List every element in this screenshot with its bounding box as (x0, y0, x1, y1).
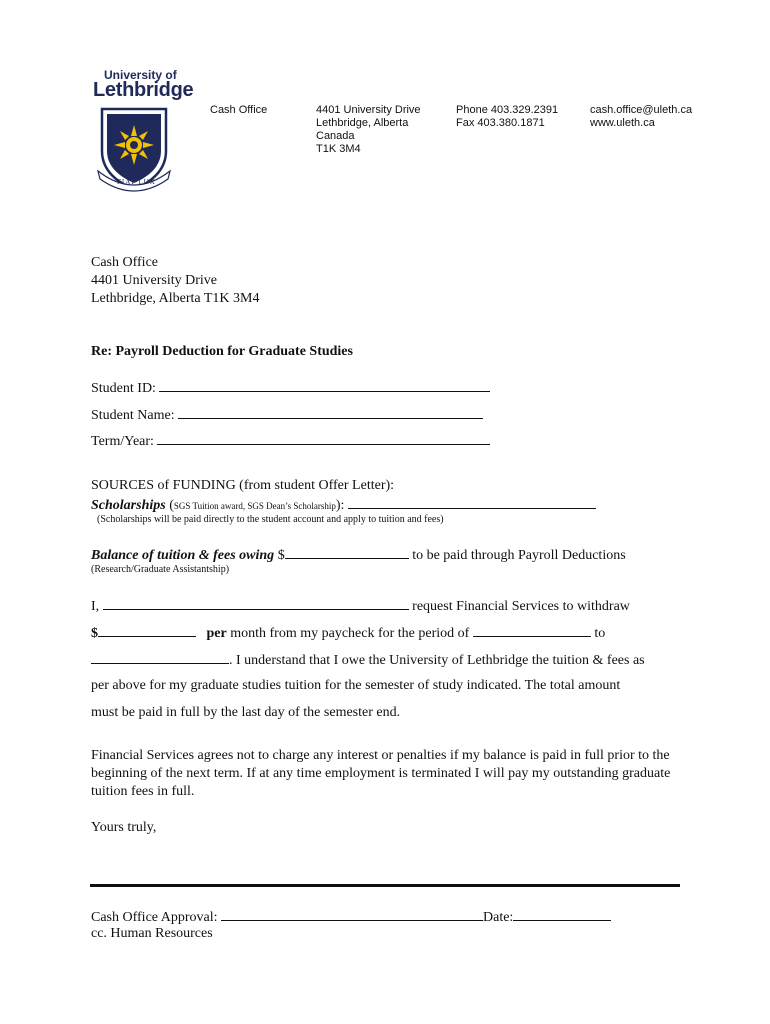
address-line: Canada (316, 130, 355, 142)
fax-number: Fax 403.380.1871 (456, 117, 545, 129)
scholarships-note: (Scholarships will be paid directly to the student account and apply to tuition and fees) (97, 514, 444, 525)
phone-number: Phone 403.329.2391 (456, 104, 559, 116)
scholarships-blank[interactable] (348, 496, 596, 509)
scholarships-row: Scholarships (SGS Tuition award, SGS Dean’s Scholarship): (91, 496, 596, 514)
balance-currency: $ (277, 548, 285, 563)
recipient-line: Lethbridge, Alberta T1K 3M4 (91, 291, 260, 306)
scholarships-label: Scholarships (91, 498, 166, 513)
address-line: Lethbridge, Alberta (316, 117, 409, 129)
recipient-address (91, 254, 260, 308)
student-id-label: Student ID: (91, 381, 156, 396)
student-name-blank[interactable] (178, 406, 483, 419)
recipient-line: 4401 University Drive (91, 273, 217, 288)
logo-text-lethbridge: Lethbridge (93, 79, 194, 101)
letterhead-address (316, 104, 421, 156)
student-id-row (91, 379, 490, 397)
financial-services-paragraph: Financial Services agrees not to charge any interest or penalties if my balance is paid in full prior to the beginning of the next term. If at any time employment is terminated I will pay my outstanding graduate tuition fees in full. (91, 748, 671, 799)
name-blank[interactable] (103, 597, 409, 610)
authorization-line-5: must be paid in full by the last day of the semester end. (91, 705, 401, 720)
cc-line: cc. Human Resources (91, 926, 213, 941)
balance-blank[interactable] (285, 546, 409, 559)
student-name-row (91, 406, 483, 424)
balance-label: Balance of tuition & fees owing (91, 548, 275, 563)
period-start-blank[interactable] (473, 624, 591, 637)
approval-row (91, 908, 611, 926)
approval-blank[interactable] (221, 908, 483, 921)
term-year-row (91, 432, 490, 450)
dollar-sign: $ (91, 626, 98, 641)
website-link[interactable]: www.uleth.ca (590, 117, 655, 129)
authorization-line-3 (91, 651, 645, 669)
letterhead-phone-fax (456, 104, 558, 130)
signature-line[interactable] (90, 884, 680, 887)
to-word: to (594, 626, 606, 641)
letterhead-office: Cash Office (210, 104, 268, 116)
period-end-blank[interactable] (91, 651, 229, 664)
amount-blank[interactable] (98, 624, 196, 637)
line3-text: . I understand that I owe the University of Lethbridge the tuition & fees as (229, 653, 645, 668)
address-line: T1K 3M4 (316, 143, 361, 155)
subject-line: Re: Payroll Deduction for Graduate Studies (91, 344, 353, 359)
authorization-line-1 (91, 597, 630, 615)
address-line: 4401 University Drive (316, 104, 421, 116)
per-word: per (206, 626, 227, 641)
student-name-label: Student Name: (91, 408, 175, 423)
per-text: month from my paycheck for the period of (230, 626, 470, 641)
ra-note: (Research/Graduate Assistantship) (91, 564, 230, 575)
letterhead-contact (590, 104, 692, 130)
funding-heading: SOURCES of FUNDING (from student Offer Letter): (91, 478, 395, 493)
approval-label: Cash Office Approval: (91, 910, 218, 925)
balance-suffix: to be paid through Payroll Deductions (412, 548, 626, 563)
term-year-label: Term/Year: (91, 434, 154, 449)
crest-motto: FIAT LUX (117, 178, 156, 186)
authorization-line-2 (91, 624, 605, 642)
logo-text-university-of: University of (104, 68, 177, 82)
date-label: Date: (483, 910, 514, 925)
authorization-line-4: per above for my graduate studies tuition for the semester of study indicated. The total amount (91, 678, 621, 693)
closing: Yours truly, (91, 820, 157, 835)
student-id-blank[interactable] (159, 379, 490, 392)
i-suffix: request Financial Services to withdraw (412, 599, 630, 614)
recipient-line: Cash Office (91, 255, 158, 270)
balance-row (91, 546, 626, 564)
term-year-blank[interactable] (157, 432, 490, 445)
scholarships-detail: SGS Tuition award, SGS Dean’s Scholarship (173, 501, 336, 511)
i-prefix: I, (91, 599, 100, 614)
date-blank[interactable] (513, 908, 611, 921)
email-link[interactable]: cash.office@uleth.ca (590, 104, 693, 116)
